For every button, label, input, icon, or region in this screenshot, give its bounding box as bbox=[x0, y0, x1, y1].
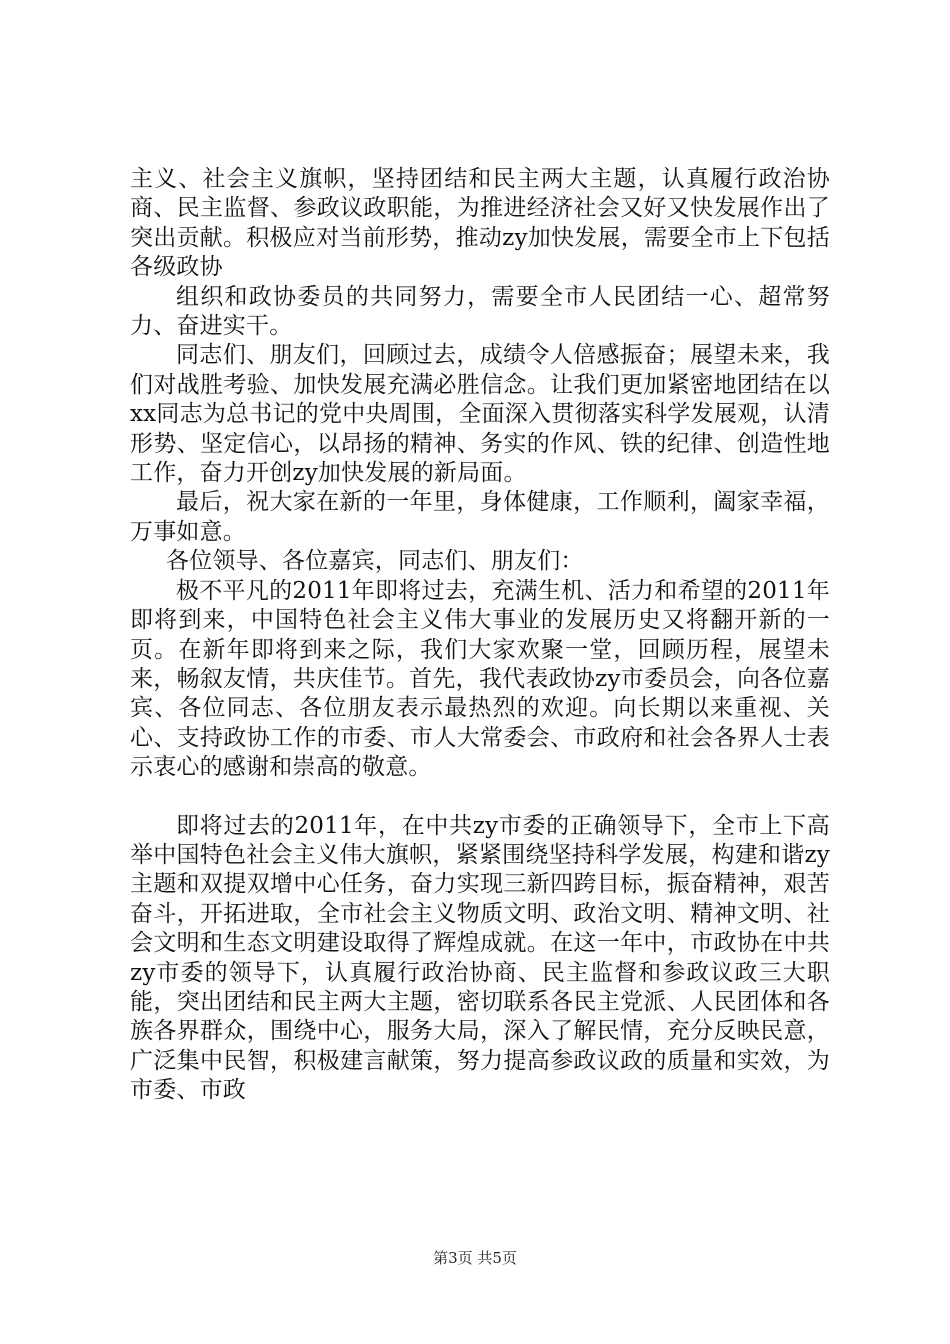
paragraph-gap bbox=[130, 783, 830, 812]
paragraph-3: 同志们、朋友们，回顾过去，成绩令人倍感振奋；展望未来，我们对战胜考验、加快发展充满必胜信念。让我们更加紧密地团结在以xx同志为总书记的党中央周围，全面深入贯彻落实科学发展观，认清形势、坚定信心，以昂扬的精神、务实的作风、铁的纪律、创造性地工作，奋力开创zy加快发展的新局面。 bbox=[130, 342, 830, 487]
paragraph-2: 组织和政协委员的共同努力，需要全市人民团结一心、超常努力、奋进实干。 bbox=[130, 283, 830, 340]
paragraph-4: 最后，祝大家在新的一年里，身体健康，工作顺利，阖家幸福，万事如意。 bbox=[130, 489, 830, 545]
paragraph-1: 主义、社会主义旗帜，坚持团结和民主两大主题，认真履行政治协商、民主监督、参政议政职能，为推进经济社会又好又快发展作出了突出贡献。积极应对当前形势，推动zy加快发展，需要全市上下包括各级政协 bbox=[130, 166, 830, 281]
paragraph-5: 各位领导、各位嘉宾，同志们、朋友们： bbox=[166, 548, 584, 575]
document-body bbox=[130, 165, 830, 1106]
page-footer: 第3页 共5页 bbox=[433, 1249, 517, 1267]
paragraph-7: 即将过去的2011年，在中共zy市委的正确领导下，全市上下高举中国特色社会主义伟大旗帜，紧紧围绕坚持科学发展，构建和谐zy主题和双提双增中心任务，奋力实现三新四跨目标，振奋精神，艰苦奋斗，开拓进取，全市社会主义物质文明、政治文明、精神文明、社会文明和生态文明建设取得了辉煌成就。在这一年中，市政协在中共zy市委的领导下，认真履行政治协商、民主监督和参政议政三大职能，突出团结和民主两大主题，密切联系各民主党派、人民团体和各族各界群众，围绕中心，服务大局，深入了解民情，充分反映民意，广泛集中民智，积极建言献策，努力提高参政议政的质量和实效，为市委、市政 bbox=[130, 812, 830, 1104]
paragraph-6: 极不平凡的2011年即将过去，充满生机、活力和希望的2011年即将到来，中国特色社会主义伟大事业的发展历史又将翻开新的一页。在新年即将到来之际，我们大家欢聚一堂，回顾历程，展望未来，畅叙友情，共庆佳节。首先，我代表政协zy市委员会，向各位嘉宾、各位同志、各位朋友表示最热烈的欢迎。向长期以来重视、关心、支持政协工作的市委、市人大常委会、市政府和社会各界人士表示衷心的感谢和崇高的敬意。 bbox=[130, 577, 830, 781]
